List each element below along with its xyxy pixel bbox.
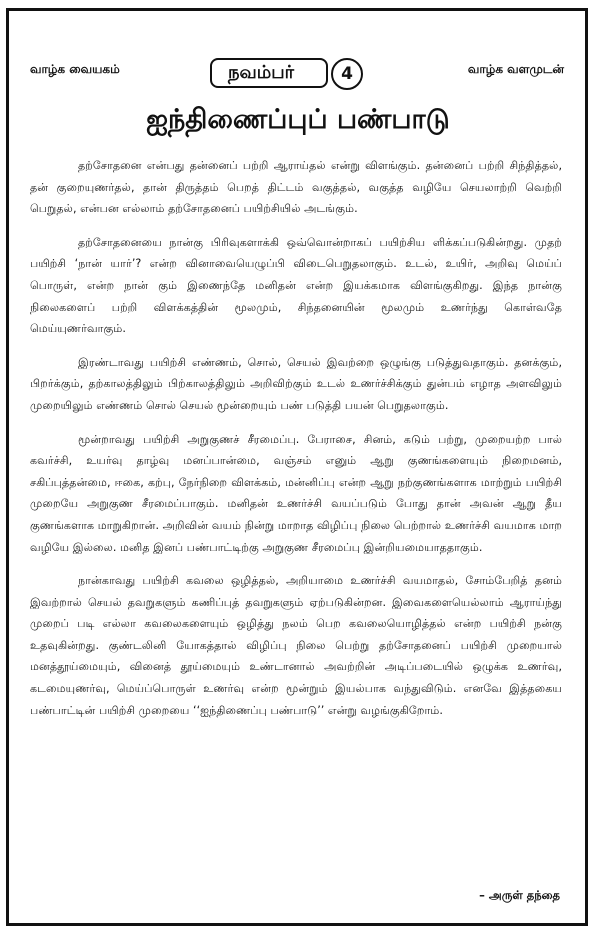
page-number-badge: 4 [331,58,363,90]
article-title: ஐந்திணைப்புப் பண்பாடு [146,104,450,135]
paragraph: தற்சோதனையை நான்கு பிரிவுகளாக்கி ஒவ்வொன்றாகப் பயிற்சிய ளிக்கப்படுகின்றது. முதற் பயிற்சி ‘நான் யார்’? என்ற வினாவையெழுப்பி விடைபெறுதலாகும். உடல், உயிர், அறிவு மெய்ப் பொருள், என்ற நான் கும் இணைந்தே மனிதன் என்ற இயக்கமாக விளங்குகிறது. இந்த நான்கு நிலைகளைப் பற்றி விளக்கத்தின் மூலமும், சிந்தனையின் மூலமும் உணர்ந்து கொள்வதே மெய்யுணர்வாகும். [30,235,562,336]
author-signature: – அருள் தந்தை [479,888,560,902]
month-label: நவம்பர் [210,58,328,88]
paragraph: தற்சோதனை என்பது தன்னைப் பற்றி ஆராய்தல் என்று விளங்கும். தன்னைப் பற்றி சிந்தித்தல், தன் குறையுணர்தல், தான் திருத்தம் பெறத் திட்டம் வகுத்தல், வகுத்த வழியே செயலாற்றி வெற்றி பெறுதல், என்பன எல்லாம் தற்சோதனைப் பயிற்சியில் அடங்கும். [30,159,562,216]
header-left-motto: வாழ்க வையகம் [30,62,120,76]
header-right-motto: வாழ்க வளமுடன் [467,62,564,76]
paragraph: நான்காவது பயிற்சி கவலை ஒழித்தல், அறியாமை உணர்ச்சி வயமாதல், சோம்பேறித் தனம் இவற்றால் செயல் தவறுகளும் கணிப்புத் தவறுகளும் ஏற்படுகின்றன. இவைகளையெல்லாம் ஆராய்ந்து முறைப் படி எல்லா கவலைகளையும் ஒழித்து நலம் பெற கவலையொழித்தல் என்ற பயிற்சி நன்கு உதவுகின்றது. குண்டலினி யோகத்தால் விழிப்பு நிலை பெற்று தற்சோதனைப் பயிற்சி முறையால் மனத்தூய்மையும், வினைத் தூய்மையும் உண்டானால் அவற்றின் அடிப்படையில் ஒழுக்க உணர்வு, கடமையுணர்வு, மெய்ப்பொருள் உணர்வு என்ற மூன்றும் இயல்பாக வந்துவிடும். எனவே இத்தகைய பண்பாட்டின் பயிற்சி முறையை ‘‘ஐந்திணைப்பு பண்பாடு’’ என்று வழங்குகிறோம். [30,574,562,717]
article-body [30,155,562,733]
paragraph: மூன்றாவது பயிற்சி அறுகுணச் சீரமைப்பு. பேராசை, சினம், கடும் பற்று, முறையற்ற பால் கவர்ச்சி, உயர்வு தாழ்வு மனப்பான்மை, வஞ்சம் எனும் ஆறு குணங்களையும் நிறைமனம், சகிப்புத்தன்மை, ஈகை, கற்பு, நேர்நிறை விளக்கம், மன்னிப்பு என்ற ஆறு நற்குணங்களாக மாற்றும் பயிற்சி முறையே அறுகுண சீரமைப்பாகும். மனிதன் உணர்ச்சி வயப்படும் போது தான் அவன் ஆறு தீய குணங்களாக மாறுகிறான். அறிவின் வயம் நின்று மாறாத விழிப்பு நிலை பெற்றால் உணர்ச்சி வயமாக மாற வழியே இல்லை. மனித இனப் பண்பாட்டிற்கு அறுகுண சீரமைப்பு இன்றியமையாததாகும். [30,432,562,554]
paragraph: இரண்டாவது பயிற்சி எண்ணம், சொல், செயல் இவற்றை ஒழுங்கு படுத்துவதாகும். தனக்கும், பிறர்க்கும், தற்காலத்திலும் பிற்காலத்திலும் அறிவிற்கும் உடல் உணர்ச்சிக்கும் துன்பம் எழாத அளவிலும் முறையிலும் எண்ணம் சொல் செயல் மூன்றையும் பண் படுத்தி பயன் பெறுதலாகும். [30,355,562,412]
